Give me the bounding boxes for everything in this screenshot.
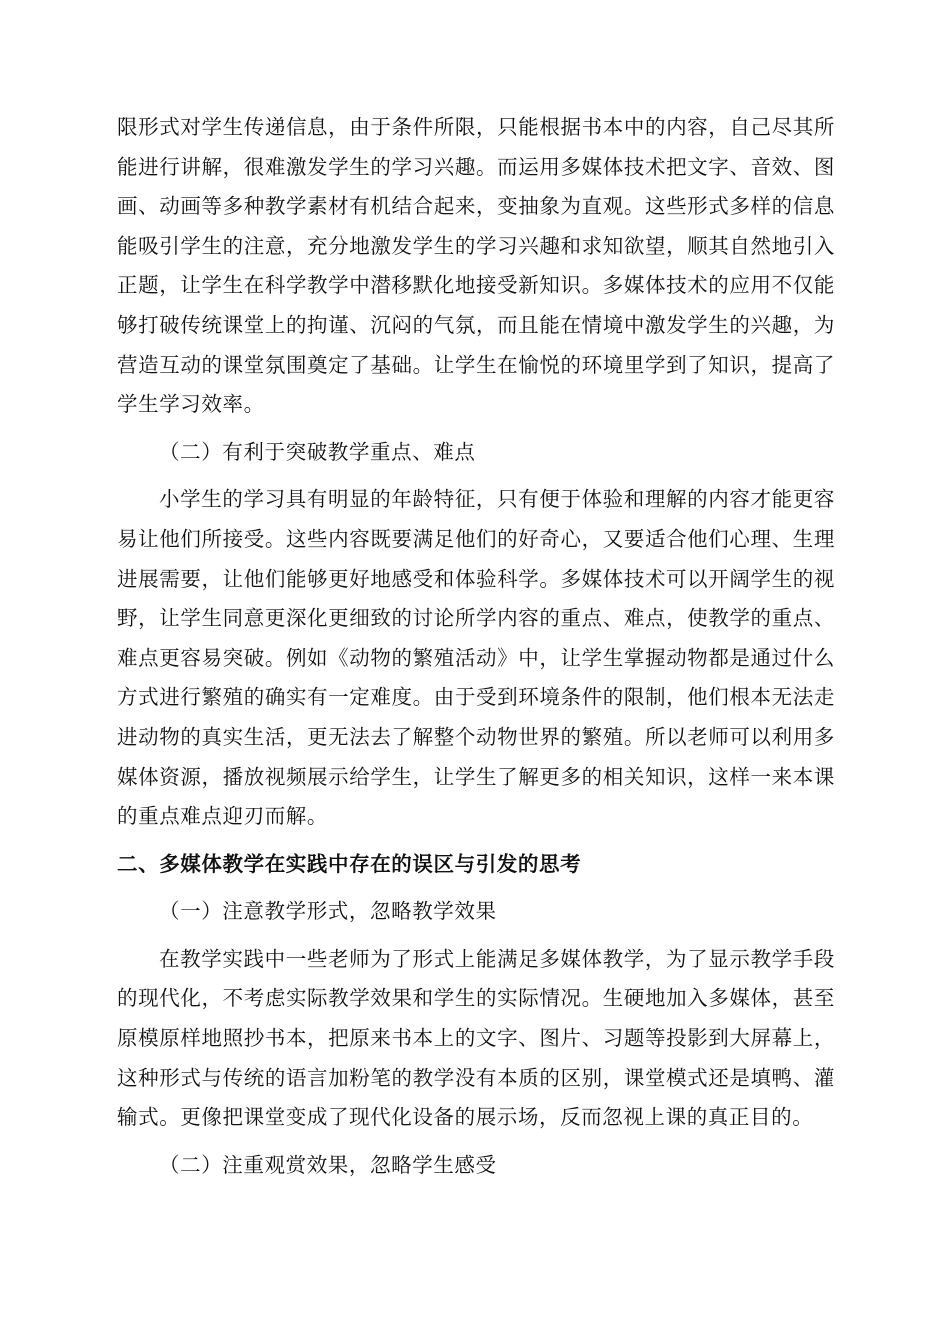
paragraph-key-points: 小学生的学习具有明显的年龄特征，只有便于体验和理解的内容才能更容易让他们所接受。这些内容既要满足他们的好奇心，又要适合他们心理、生理进展需要，让他们能够更好地感受和体验科学。多媒体技术可以开阔学生的视野，让学生同意更深化更细致的讨论所学内容的重点、难点，使教学的重点、难点更容易突破。例如《动物的繁殖活动》中，让学生掌握动物都是通过什么方式进行繁殖的确实有一定难度。由于受到环境条件的限制，他们根本无法走进动物的真实生活，更无法去了解整个动物世界的繁殖。所以老师可以利用多媒体资源，播放视频展示给学生，让学生了解更多的相关知识，这样一来本课的重点难点迎刃而解。	[117, 487, 835, 829]
paragraph-form-over-effect: 在教学实践中一些老师为了形式上能满足多媒体教学，为了显示教学手段的现代化，不考虑实际教学效果和学生的实际情况。生硬地加入多媒体，甚至原模原样地照抄书本，把原来书本上的文字、图片、习题等投影到大屏幕上，这种形式与传统的语言加粉笔的教学没有本质的区别，课堂模式还是填鸭、灌输式。更像把课堂变成了现代化设备的展示场，反而忽视上课的真正目的。	[117, 946, 835, 1130]
subheading-benefit-key-points: （二）有利于突破教学重点、难点	[159, 439, 476, 464]
subheading-form-over-effect: （一）注意教学形式，忽略教学效果	[159, 899, 497, 924]
section-heading-misconceptions: 二、多媒体教学在实践中存在的误区与引发的思考	[117, 851, 582, 876]
document-page	[117, 108, 835, 1185]
subheading-viewing-over-feeling: （二）注重观赏效果，忽略学生感受	[159, 1152, 497, 1177]
paragraph-continuation: 限形式对学生传递信息，由于条件所限，只能根据书本中的内容，自己尽其所能进行讲解，很难激发学生的学习兴趣。而运用多媒体技术把文字、音效、图画、动画等多种教学素材有机结合起来，变抽象为直观。这些形式多样的信息能吸引学生的注意，充分地激发学生的学习兴趣和求知欲望，顺其自然地引入正题，让学生在科学教学中潜移默化地接受新知识。多媒体技术的应用不仅能够打破传统课堂上的拘谨、沉闷的气氛，而且能在情境中激发学生的兴趣，为营造互动的课堂氛围奠定了基础。让学生在愉悦的环境里学到了知识，提高了学生学习效率。	[117, 115, 835, 417]
